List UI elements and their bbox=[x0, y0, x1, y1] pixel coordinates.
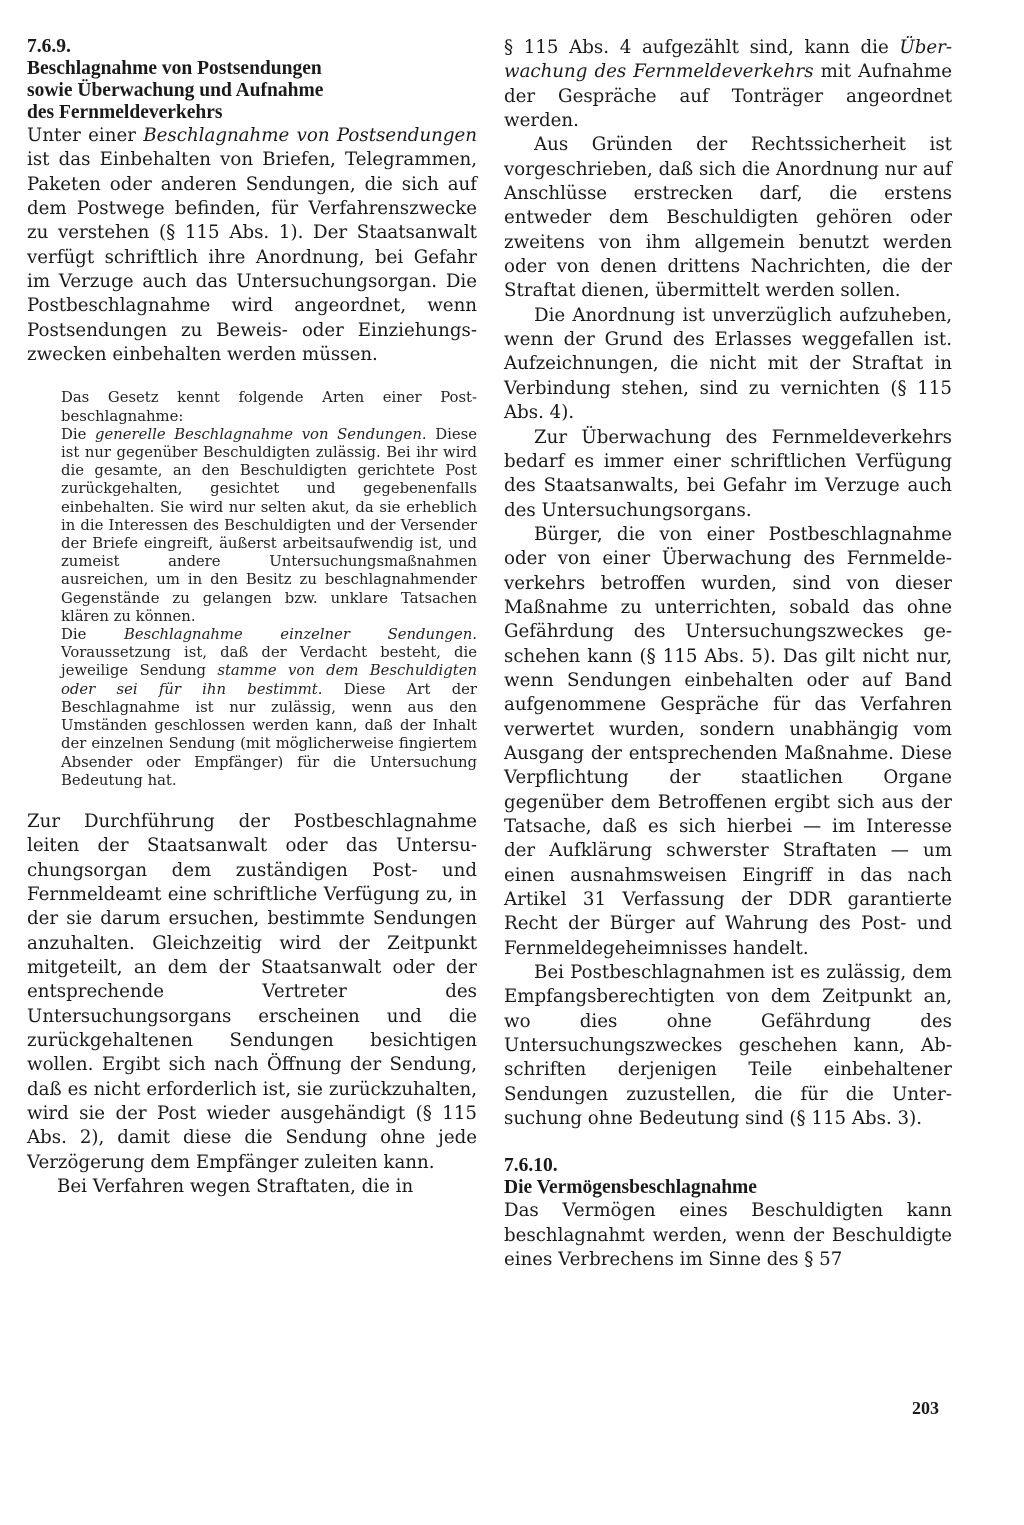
section-title-line-1: Beschlagnahme von Postsendungen bbox=[27, 58, 322, 79]
paragraph-telecom-surveillance: § 115 Abs. 4 aufgezählt sind, kann die Überwachung des Fernmeldeverkehrs mit Aufnahme der Gespräche auf Tonträger angeordnet werden. bbox=[504, 37, 953, 132]
paragraph-revocation: Die Anordnung ist unverzüglich aufzuheben, wenn der Grund des Erlasses weggefallen ist. Aufzeichnungen, die nicht mit der Straftat in Verbindung stehen, sind zu vernichten (§ 115 Abs. 4). bbox=[504, 304, 952, 424]
left-column bbox=[27, 36, 477, 1199]
paragraph-written-order: Zur Überwachung des Fernmeldeverkehrs bedarf es immer einer schriftlichen Verfügung des Staatsanwalts, bei Gefahr im Verzuge auch des Untersuchungsorgans. bbox=[504, 426, 952, 521]
section-title-line-2: sowie Überwachung und Aufnahme bbox=[27, 80, 324, 101]
paragraph-execution: Zur Durchführung der Postbeschlagnahme leiten der Staatsanwalt oder das Untersuchungsorgan dem zuständigen Post- und Fernmeldeamt eine schriftliche Verfügung zu, in der sie darum ersuchen, bestimmte Sendungen anzuhalten. Gleichzeitig wird der Zeitpunkt mitgeteilt, an dem der Staatsanwalt oder der entsprechende Vertreter des Untersuchungsorgans erscheinen und die zurückgehaltenen Sendungen besichtigen wollen. Ergibt sich nach Öffnung der Sendung, daß es nicht erforderlich ist, sie zurückzuhalten, wird sie der Post wieder ausgehändigt (§ 115 Abs. 2), damit diese die Sendung ohne jede Verzögerung dem Empfänger zuleiten kann. bbox=[27, 810, 477, 1173]
page-number: 203 bbox=[912, 1398, 939, 1418]
paragraph-legal-certainty: Aus Gründen der Rechtssicherheit ist vorgeschrieben, daß sich die Anordnung nur auf Anschlüsse erstrecken darf, die erstens entweder dem Beschuldigten gehören oder zweitens von ihm allgemein benutzt werden oder von denen drittens Nachrichten, die der Straftat dienen, übermittelt werden sollen. bbox=[504, 134, 952, 302]
section-number: 7.6.9. bbox=[27, 36, 71, 57]
paragraph-copies: Bei Postbeschlagnahmen ist es zulässig, dem Empfangsberechtigten von dem Zeitpunkt an, wo dies ohne Gefährdung des Untersuchungszweckes geschehen kann, Abschriften derjenigen Teile einbehaltener Sendungen zuzustellen, die für die Untersuchung ohne Bedeutung sind (§ 115 Abs. 3). bbox=[504, 962, 952, 1130]
paragraph-continued: Bei Verfahren wegen Straftaten, die in bbox=[57, 1176, 414, 1198]
note-block bbox=[61, 389, 477, 789]
paragraph-notification: Bürger, die von einer Postbeschlagnahme oder von einer Überwachung des Fernmeldeverkehrs betroffen wurden, sind von dieser Maßnahme zu unterrichten, sobald das ohne Gefährdung des Untersuchungszweckes geschehen kann (§ 115 Abs. 5). Das gilt nicht nur, wenn Sendungen einbehalten oder auf Band aufgenommene Gespräche für das Verfahren verwertet wurden, sondern unabhängig vom Ausgang der entsprechenden Maßnahme. Diese Verpflichtung der staatlichen Organe gegenüber dem Betroffenen ergibt sich aus der Tatsache, daß es sich hierbei — im Interesse der Aufklärung schwerster Straftaten — um einen ausnahmsweisen Eingriff in das nach Artikel 31 Verfassung der DDR garantierte Recht der Bürger auf Wahrung des Post- und Fernmeldegeheimnisses handelt. bbox=[504, 523, 952, 959]
note-general-seizure: Die generelle Beschlagnahme von Sendungen. Diese ist nur gegenüber Beschuldigten zulässig. Bei ihr wird die gesamte, an den Beschuldigten gerichtete Post zurückgehalten, gesichtet und gegebenenfalls einbehalten. Sie wird nur selten akut, da sie erheblich in die Interessen des Beschuldigten und der Versender der Briefe eingreift, äußerst arbeitsaufwendig ist, und zumeist andere Untersuchungsmaßnahmen ausreichen, um in den Besitz zu beschlagnahmender Gegenstände zu gelangen bzw. unklare Tatsachen klären zu können. bbox=[61, 425, 477, 625]
right-column bbox=[504, 36, 952, 1273]
note-single-seizure: Die Beschlagnahme einzelner Sendungen. Voraussetzung ist, daß der Verdacht besteht, die jeweilige Sendung stamme von dem Beschuldigten oder sei für ihn bestimmt. Diese Art der Beschlagnahme ist nur zulässig, wenn aus den Umständen geschlossen werden kann, daß der Inhalt der einzelnen Sendung (mit möglicherweise fingiertem Absender oder Empfänger) für die Untersuchung Bedeutung hat. bbox=[61, 626, 477, 789]
note-intro: Das Gesetz kennt folgende Arten einer Postbeschlagnahme: bbox=[61, 389, 477, 425]
paragraph-intro: Unter einer Beschlagnahme von Postsendungen ist das Einbehalten von Briefen, Telegrammen, Paketen oder anderen Sendungen, die sich auf dem Postwege befinden, für Verfahrenszwecke zu verstehen (§ 115 Abs. 1). Der Staatsanwalt verfügt schriftlich ihre Anordnung, bei Gefahr im Verzuge auch das Untersuchungsorgan. Die Postbeschlagnahme wird angeordnet, wenn Postsendungen zu Beweis- oder Einziehungszwecken einbehalten werden müssen. bbox=[27, 125, 477, 366]
section-number-2: 7.6.10. bbox=[504, 1155, 558, 1177]
paragraph-asset-seizure: Das Vermögen eines Beschuldigten kann beschlagnahmt werden, wenn der Beschuldigte eines Verbrechens im Sinne des § 57 bbox=[504, 1200, 952, 1271]
section-title-line-3: des Fernmeldeverkehrs bbox=[27, 102, 223, 123]
section-title-2: Die Vermögensbeschlagnahme bbox=[504, 1177, 757, 1199]
